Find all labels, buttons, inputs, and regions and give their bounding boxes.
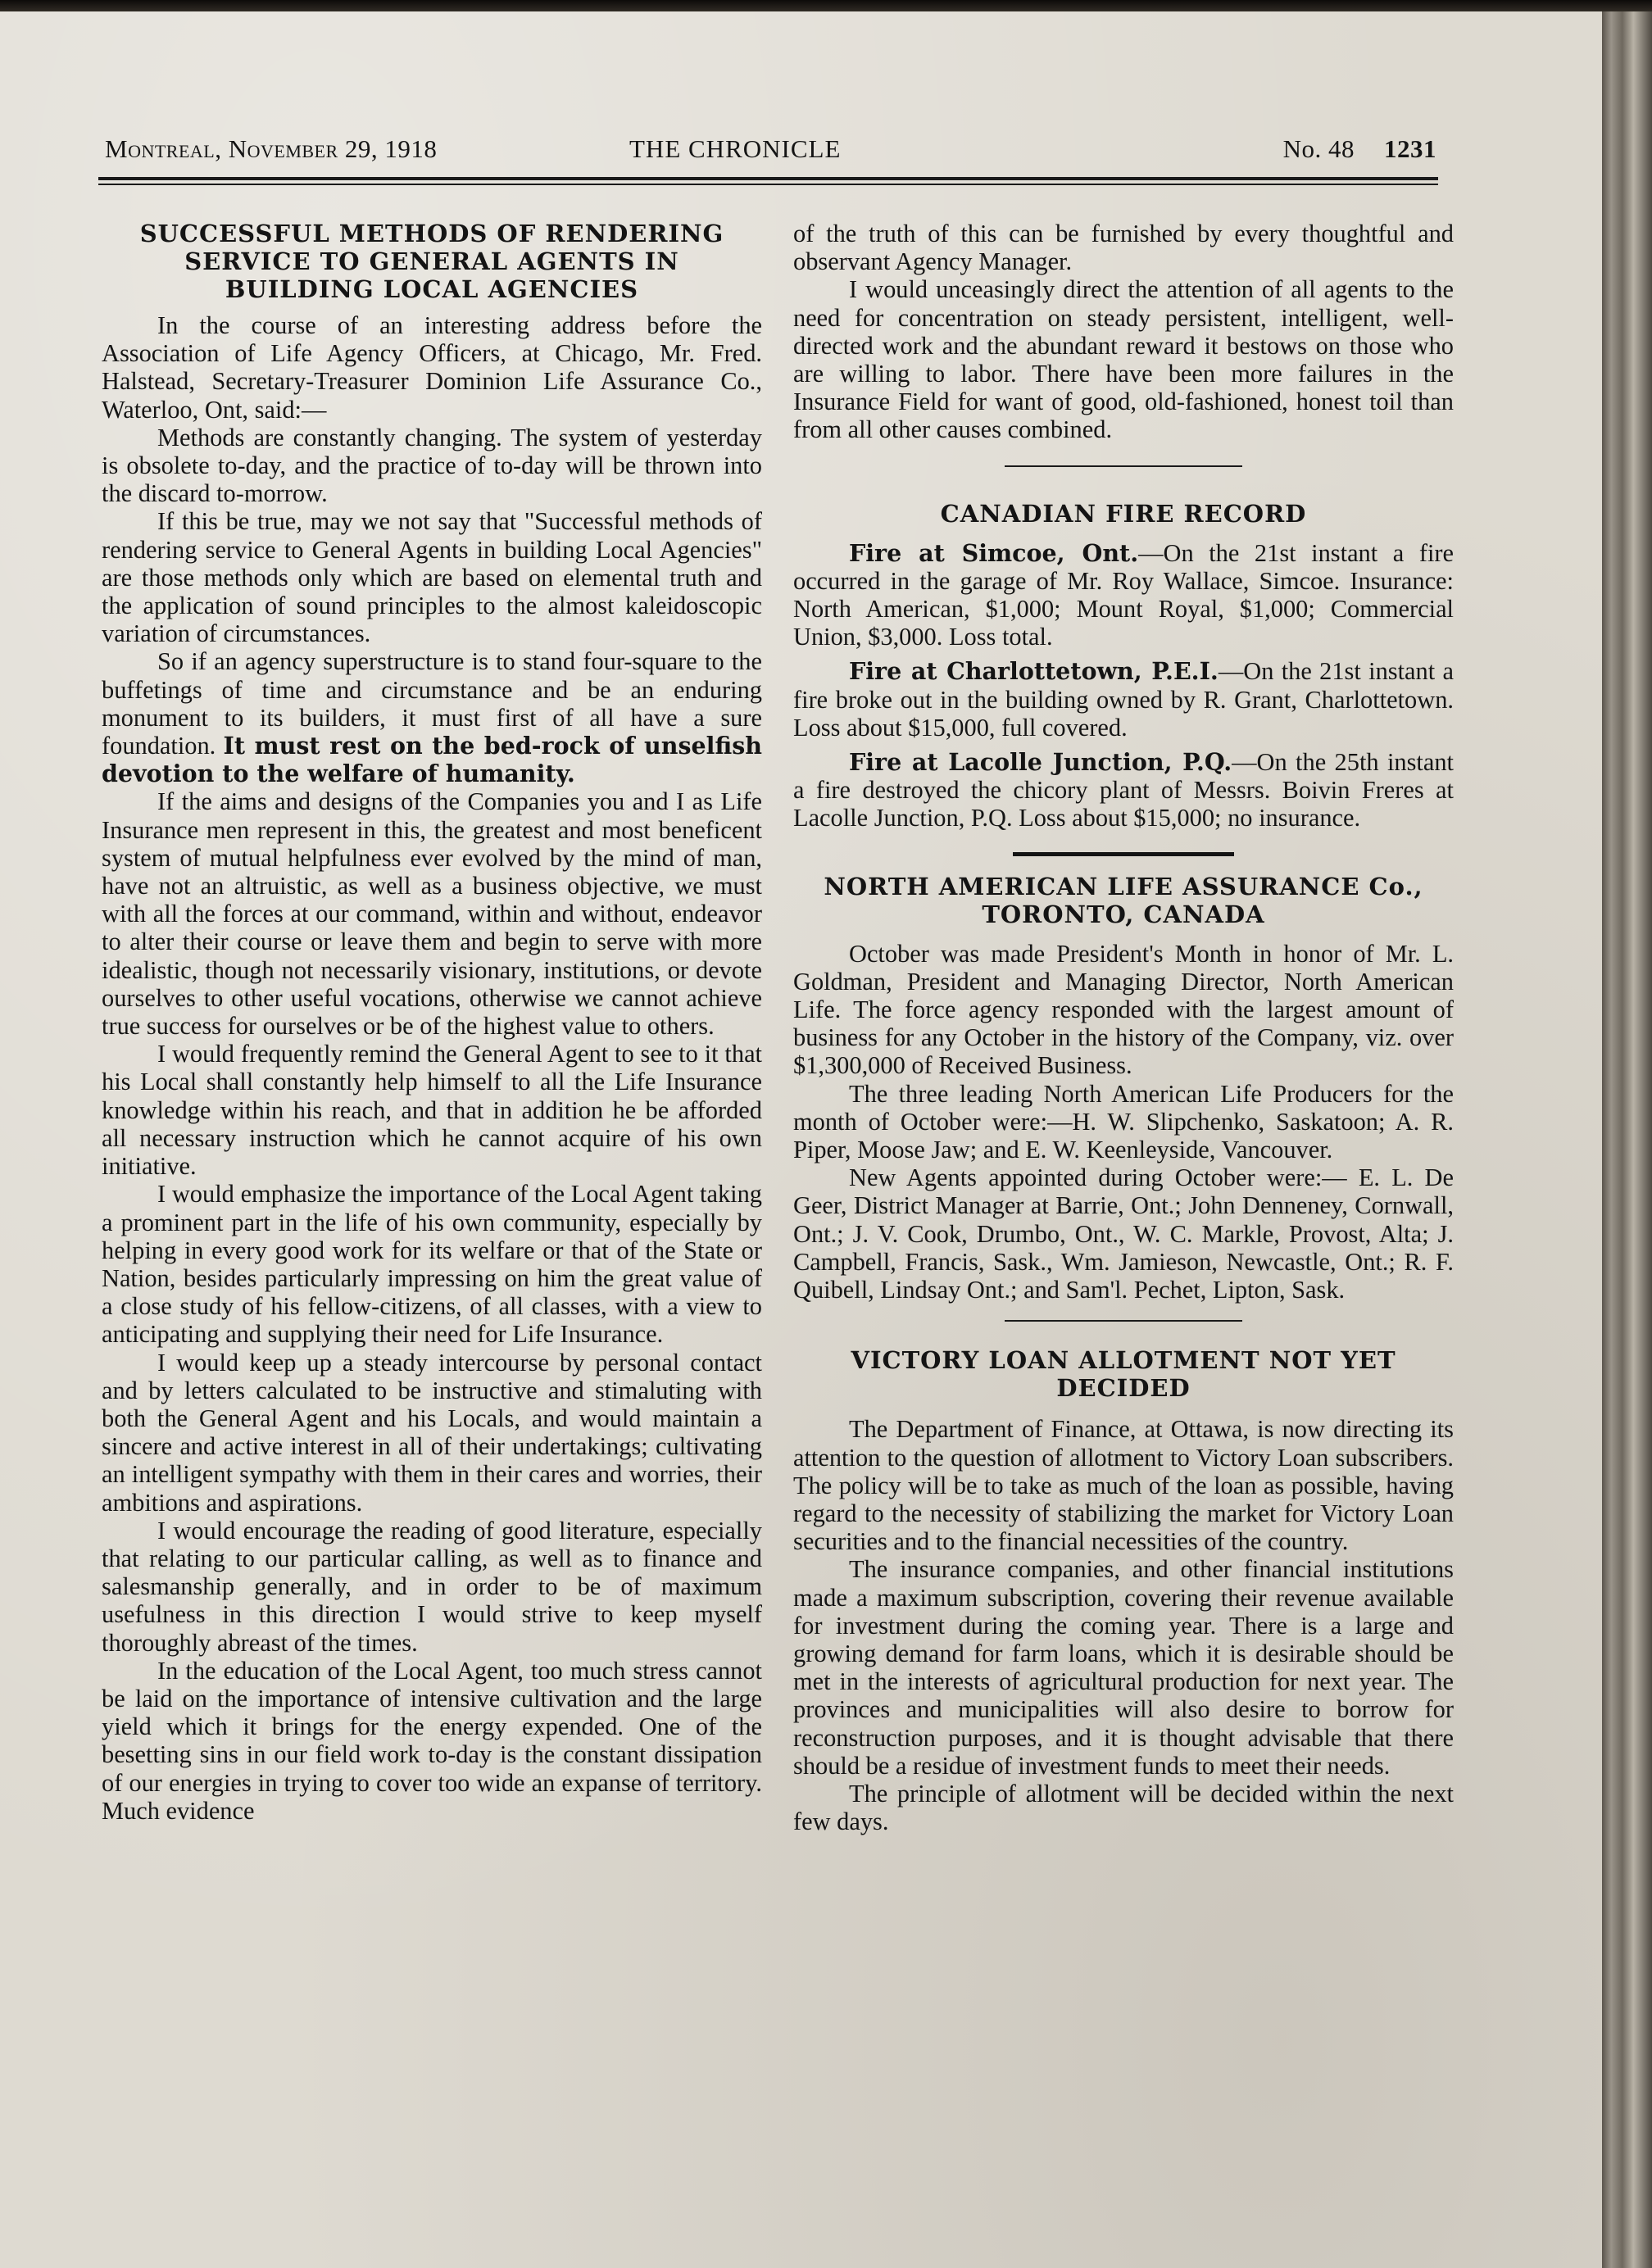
- page-edge-binding: [1602, 11, 1652, 2268]
- paragraph: If this be true, may we not say that "Successful methods of rendering service to General Agents in building Local Agencies" are those methods only which are based on elemental truth and the application of sound principles to the almost kaleidoscopic variation of circumstances.: [102, 507, 762, 648]
- fire-record-entry: [793, 657, 1454, 742]
- fire-entry-lead: Fire at Charlottetown, P.E.I.: [849, 657, 1219, 686]
- header-rule-thin: [98, 184, 1438, 185]
- paragraph: of the truth of this can be furnished by every thoughtful and observant Agency Manager.: [793, 220, 1454, 276]
- running-header: [105, 134, 1436, 170]
- fire-entry-text: —On the 21st instant a fire broke out in the building owned by R. Grant, Charlottetown. Loss about $15,000, full covered.: [793, 657, 1454, 742]
- header-rule-thick: [98, 177, 1438, 180]
- paragraph: I would keep up a steady intercourse by personal contact and by letters calculated to be instructive and stimaluting with both the General Agent and his Locals, and would maintain a sincere and active interest in all of their undertakings; cultivating an intelligent sympathy with them in their cares and worries, their ambitions and aspirations.: [102, 1348, 762, 1517]
- newspaper-page: [0, 11, 1602, 2268]
- paragraph: New Agents appointed during October were:— E. L. De Geer, District Manager at Barrie, Ont.; John Denneney, Cornwall, Ont.; J. V. Cook, Drumbo, Ont., W. C. Markle, Provost, Alta; J. Campbell, Francis, Sask., Wm. Jamieson, Newcastle, Ont.; R. F. Quibell, Lindsay Ont.; and Sam'l. Pechet, Lipton, Sask.: [793, 1163, 1454, 1304]
- article-heading-successful-methods: SUCCESSFUL METHODS OF RENDERING SERVICE TO GENERAL AGENTS IN BUILDING LOCAL AGENCIES: [139, 220, 724, 303]
- paragraph: The three leading North American Life Producers for the month of October were:—H. W. Slipchenko, Saskatoon; A. R. Piper, Moose Jaw; and E. W. Keenleyside, Vancouver.: [793, 1079, 1454, 1164]
- header-issue-page: [1283, 134, 1436, 164]
- paragraph: The principle of allotment will be decided within the next few days.: [793, 1779, 1454, 1836]
- emphasized-text: It must rest on the bed-rock of unselfish devotion to the welfare of humanity.: [102, 732, 762, 788]
- article-heading-victory-loan: [793, 1346, 1454, 1402]
- paragraph: Methods are constantly changing. The system of yesterday is obsolete to-day, and the practice of to-day will be thrown into the discard to-morrow.: [102, 423, 762, 508]
- paragraph: [102, 647, 762, 787]
- heading-line: DECIDED: [1056, 1374, 1191, 1403]
- paragraph: The insurance companies, and other financial institutions made a maximum subscription, covering their revenue available for investment during the coming year. There is a large and growing demand for farm loans, which it is desirable should be met in the interests of agricultural production for next year. The provinces and municipalities will also desire to borrow for reconstruction purposes, and it is thought advisable that there should be a residue of investment funds to meet their needs.: [793, 1555, 1454, 1780]
- header-page-number: 1231: [1384, 134, 1436, 163]
- fire-entry-lead: Fire at Simcoe, Ont.: [849, 538, 1139, 567]
- paragraph-text: So if an agency superstructure is to stand four-square to the buffetings of time and circumstance and be an enduring monument to its builders, it must first of all have a sure foundation.: [102, 647, 762, 760]
- header-title: THE CHRONICLE: [629, 134, 842, 163]
- paragraph: October was made President's Month in honor of Mr. L. Goldman, President and Managing Director, North American Life. The force agency responded with the largest amount of business for any October in the history of the Company, viz. over $1,300,000 of Received Business.: [793, 939, 1454, 1080]
- header-date: Montreal, November 29, 1918: [105, 134, 438, 163]
- heading-line: NORTH AMERICAN LIFE ASSURANCE Co.,: [824, 872, 1423, 900]
- paragraph: In the course of an interesting address before the Association of Life Agency Officers, at Chicago, Mr. Fred. Halstead, Secretary-Treasurer Dominion Life Assurance Co., Waterloo, Ont, said:—: [102, 311, 762, 424]
- paragraph: I would emphasize the importance of the Local Agent taking a prominent part in the life of his own community, especially by helping in every good work for its welfare or that of the State or Nation, besides particularly impressing on him the great value of a close study of his fellow-citizens, of all classes, with a view to anticipating and supplying their need for Life Insurance.: [102, 1180, 762, 1349]
- article-heading-canadian-fire-record: CANADIAN FIRE RECORD: [940, 499, 1307, 528]
- fire-record-entry: [793, 748, 1454, 832]
- paragraph: I would encourage the reading of good literature, especially that relating to our particular calling, as well as to finance and salesmanship generally, and in order to be of maximum usefulness in this direction I would strive to keep myself thoroughly abreast of the times.: [102, 1516, 762, 1657]
- fire-entry-lead: Fire at Lacolle Junction, P.Q.: [849, 748, 1232, 777]
- right-column: [793, 220, 1454, 1835]
- fire-record-entry: [793, 539, 1454, 651]
- paragraph: I would frequently remind the General Agent to see to it that his Local shall constantly help himself to all the Life Insurance knowledge within his reach, and that in addition he be afforded all necessary instruction which he cannot acquire of his own initiative.: [102, 1040, 762, 1181]
- heading-line: VICTORY LOAN ALLOTMENT NOT YET: [851, 1346, 1396, 1375]
- paragraph: If the aims and designs of the Companies you and I as Life Insurance men represent in this, the greatest and most beneficent system of mutual helpfulness ever evolved by the mind of man, have not an altruistic, as well as a business objective, we must with all the forces at our command, within and without, endeavor to alter their course or leave them and begin to serve with more idealistic, though not necessarily visionary, institutions, or devote ourselves to other useful vocations, otherwise we cannot achieve true success for ourselves or be of the highest value to others.: [102, 787, 762, 1041]
- article-heading-north-american-life: [793, 873, 1454, 928]
- header-issue: No. 48: [1282, 134, 1355, 163]
- paragraph: In the education of the Local Agent, too much stress cannot be laid on the importance of intensive cultivation and the large yield which it brings for the energy expended. One of the besetting sins in our field work to-day is the constant dissipation of our energies in trying to cover too wide an expanse of territory. Much evidence: [102, 1656, 762, 1825]
- fire-entry-text: —On the 21st instant a fire occurred in the garage of Mr. Roy Wallace, Simcoe. Insurance: North American, $1,000; Mount Royal, $1,000; Commercial Union, $3,000. Loss total.: [793, 538, 1454, 651]
- left-column: [102, 220, 762, 1825]
- heading-line: TORONTO, CANADA: [982, 900, 1265, 928]
- paragraph: The Department of Finance, at Ottawa, is now directing its attention to the question of allotment to Victory Loan subscribers. The policy will be to take as much of the loan as possible, having regard to the necessity of stabilizing the market for Victory Loan securities and to the financial necessities of the country.: [793, 1415, 1454, 1556]
- paragraph: I would unceasingly direct the attention of all agents to the need for concentration on steady persistent, intelligent, well-directed work and the abundant reward it bestows on those who are willing to labor. There have been more failures in the Insurance Field for want of good, old-fashioned, honest toil than from all other causes combined.: [793, 275, 1454, 444]
- fire-entry-text: —On the 25th instant a fire destroyed the chicory plant of Messrs. Boivin Freres at Lacolle Junction, P.Q. Loss about $15,000; no insurance.: [793, 748, 1454, 832]
